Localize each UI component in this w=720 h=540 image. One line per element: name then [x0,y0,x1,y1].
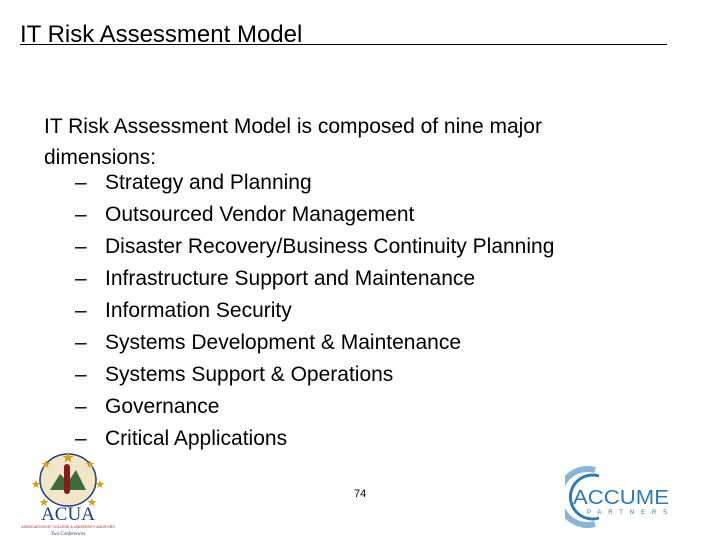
acua-logo-tagline: Two Conferences [50,532,86,537]
list-item [75,263,554,295]
list-item-label: Infrastructure Support and Maintenance [105,267,476,290]
list-item-label: Information Security [105,299,292,322]
list-item [75,199,554,231]
intro-text: IT Risk Assessment Model is composed of nine major dimensions: [44,115,542,169]
list-item-label: Disaster Recovery/Business Continuity Planning [105,235,555,258]
dash-bullet: – [75,171,87,194]
list-item-label: Critical Applications [105,427,288,450]
dash-bullet: – [75,299,87,322]
star-icon [32,480,41,488]
list-item-label: Governance [105,395,220,418]
accume-partners-logo [565,462,677,532]
acua-logo-subtitle: ASSOCIATION OF COLLEGE & UNIVERSITY AUDITORS [21,525,115,529]
guitar-shape [64,464,70,494]
dash-bullet: – [75,395,87,418]
acua-logo [18,446,118,540]
title-underline [20,44,667,45]
accume-logo-subtext: PARTNERS [587,510,667,516]
list-item-label: Systems Support & Operations [105,363,394,386]
dash-bullet: – [75,331,87,354]
slide-title: IT Risk Assessment Model [20,21,303,48]
dash-bullet: – [75,235,87,258]
dash-bullet: – [75,363,87,386]
list-item-label: Strategy and Planning [105,171,312,194]
dash-bullet: – [75,267,87,290]
dash-bullet: – [75,427,87,450]
list-item [75,423,554,455]
dash-bullet: – [75,203,87,226]
dimension-list [75,167,554,455]
list-item [75,167,554,199]
list-item [75,231,554,263]
acua-logo-text: ACUA [41,504,95,525]
list-item-label: Systems Development & Maintenance [105,331,462,354]
list-item [75,391,554,423]
list-item [75,327,554,359]
star-icon [96,480,105,488]
accume-logo-text: ACCUME [573,487,669,509]
list-item [75,359,554,391]
page-number: 74 [354,488,367,500]
list-item [75,295,554,327]
list-item-label: Outsourced Vendor Management [105,203,415,226]
